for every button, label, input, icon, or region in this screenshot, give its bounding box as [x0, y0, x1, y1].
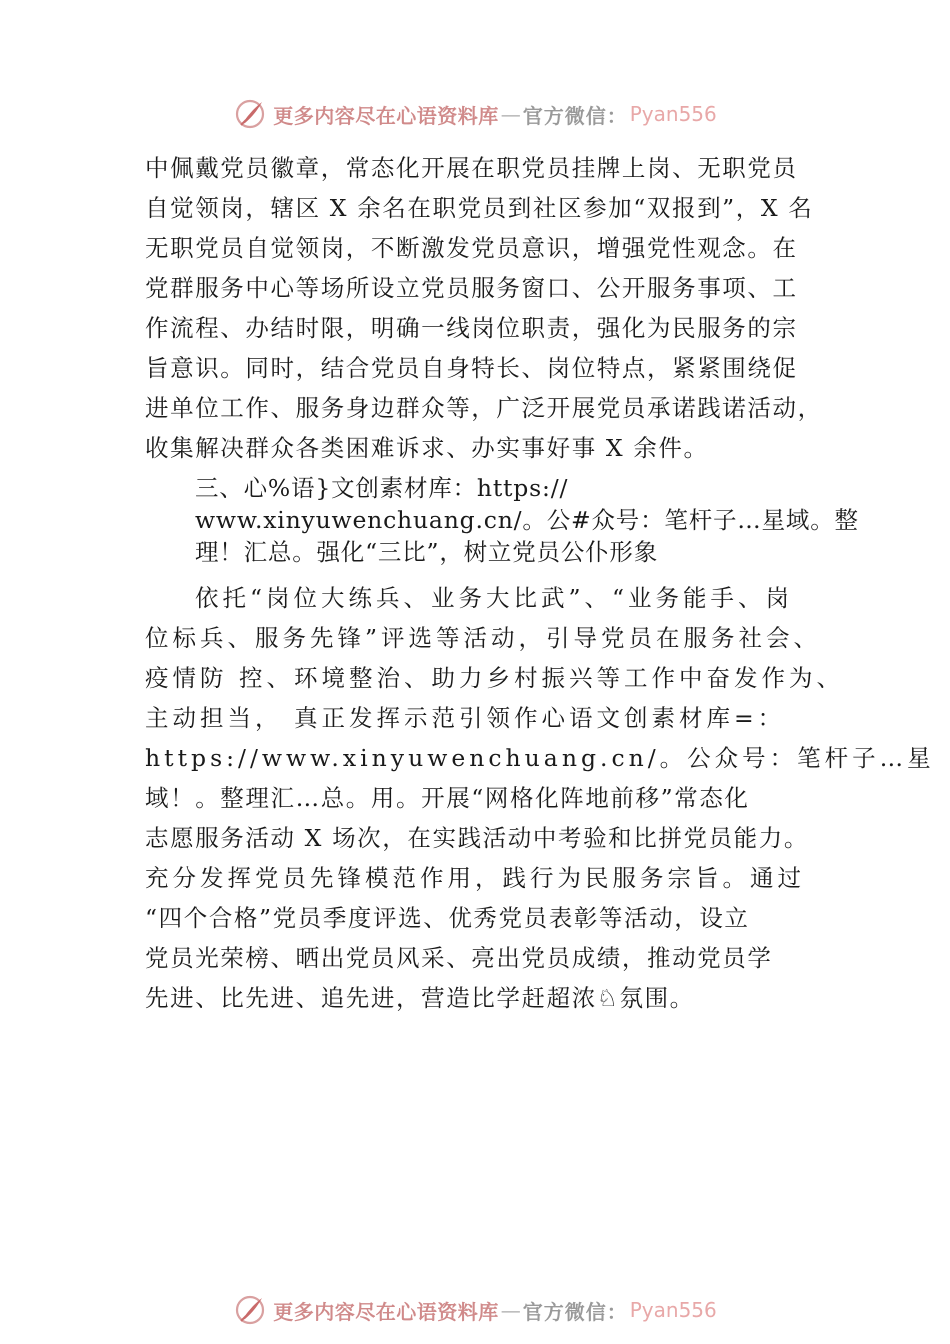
watermark-separator: — [500, 1298, 521, 1322]
watermark-text: 更多内容尽在心语资料库 [273, 1299, 499, 1324]
watermark-wechat-label: 官方微信： [522, 1299, 628, 1324]
text-line: https://www.xinyuwenchuang.cn/。公众号：笔杆子…星 [145, 744, 935, 772]
watermark-wechat-id: Pyan556 [629, 1298, 717, 1322]
text-line: 疫情防 控、环境整治、助力乡村振兴等工作中奋发作为、 [145, 664, 844, 692]
watermark-wechat-id: Pyan556 [629, 102, 717, 126]
text-line: 位标兵、服务先锋”评选等活动，引导党员在服务社会、 [145, 624, 822, 652]
text-line: 充分发挥党员先锋模范作用，践行为民服务宗旨。通过 [145, 864, 805, 892]
header-watermark [0, 94, 950, 134]
watermark-text: 更多内容尽在心语资料库 [273, 103, 499, 128]
heading-line: 理！汇总。强化“三比”，树立党员公仆形象 [195, 538, 659, 566]
quill-icon [233, 1293, 267, 1327]
watermark-separator: — [500, 102, 521, 126]
text-line: 无职党员自觉领岗，不断激发党员意识，增强党性观念。在 [145, 234, 798, 262]
heading-line: www.xinyuwenchuang.cn/。公#众号：笔杆子…星域。整 [195, 506, 859, 534]
footer-watermark [0, 1290, 950, 1330]
text-line: “四个合格”党员季度评选、优秀党员表彰等活动，设立 [145, 904, 750, 932]
text-line: 先进、比先进、追先进，营造比学赶超浓♘氛围。 [145, 984, 695, 1012]
paragraph-competition [145, 578, 935, 1018]
text-line: 中佩戴党员徽章，常态化开展在职党员挂牌上岗、无职党员 [145, 154, 798, 182]
text-line: 作流程、办结时限，明确一线岗位职责，强化为民服务的宗 [145, 314, 798, 342]
document-body [145, 148, 935, 1018]
text-line: 志愿服务活动 X 场次，在实践活动中考验和比拼党员能力。 [145, 824, 809, 852]
text-line: 收集解决群众各类困难诉求、办实事好事 X 余件。 [145, 434, 709, 462]
text-line: 进单位工作、服务身边群众等，广泛开展党员承诺践诺活动， [145, 394, 823, 422]
text-line: 党群服务中心等场所设立党员服务窗口、公开服务事项、工 [145, 274, 798, 302]
text-line: 党员光荣榜、晒出党员风采、亮出党员成绩，推动党员学 [145, 944, 773, 972]
text-line: 主动担当， 真正发挥示范引领作心语文创素材库=： [145, 704, 786, 732]
text-line: 依托“岗位大练兵、业务大比武”、“业务能手、岗 [195, 584, 794, 612]
text-line: 域！。整理汇…总。用。开展“网格化阵地前移”常态化 [145, 784, 750, 812]
heading-line: 三、心%语}文创素材库：https:// [195, 474, 569, 502]
text-line: 旨意识。同时，结合党员自身特长、岗位特点，紧紧围绕促 [145, 354, 798, 382]
watermark-wechat-label: 官方微信： [522, 103, 628, 128]
paragraph-party-badge [145, 148, 823, 468]
section-heading [195, 472, 859, 568]
quill-icon [233, 97, 267, 131]
text-line: 自觉领岗，辖区 X 余名在职党员到社区参加“双报到”，X 名 [145, 194, 814, 222]
